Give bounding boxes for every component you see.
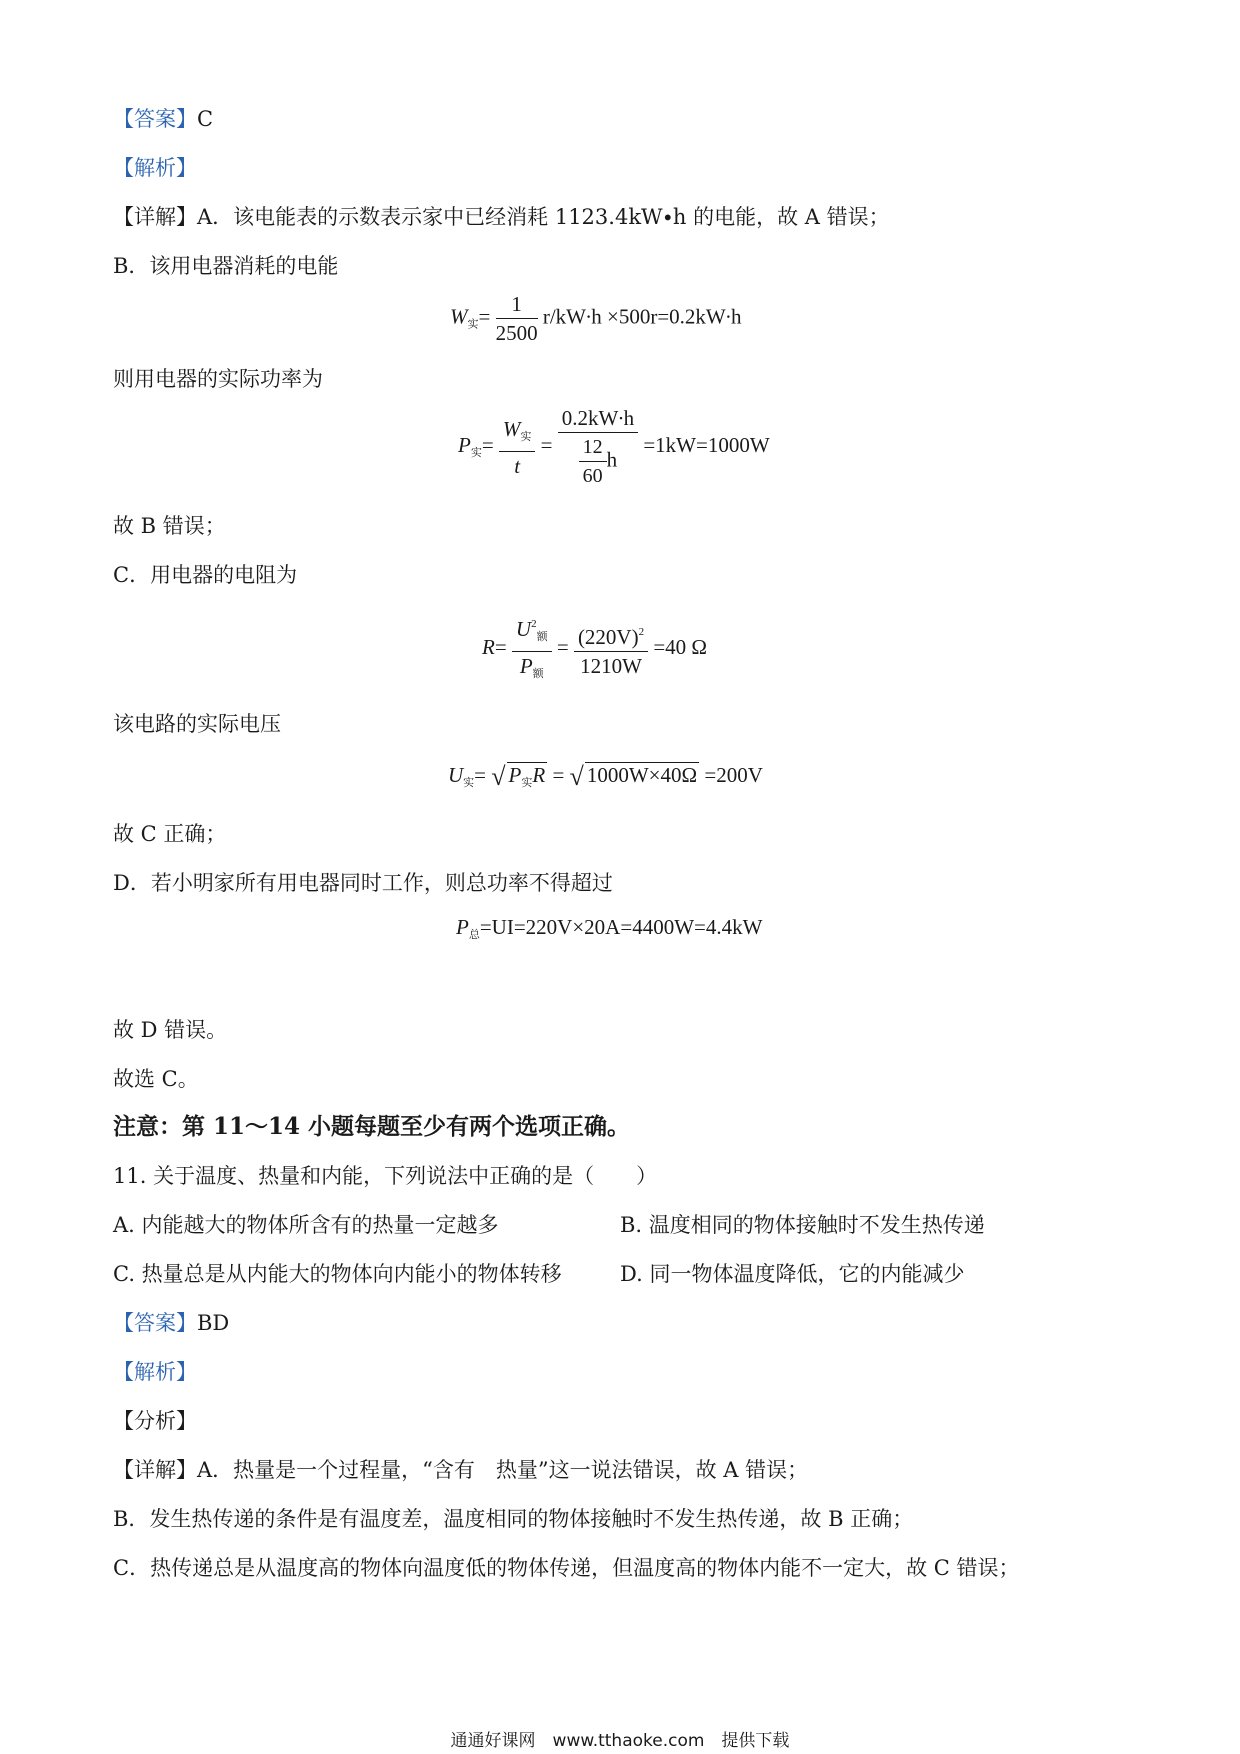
line-c-right: 故 C 正确； (113, 822, 227, 846)
page-footer: 通通好课网 www.tthaoke.com 提供下载 (450, 1731, 790, 1751)
q11-option-b: B. 温度相同的物体接触时不发生热传递 (620, 1213, 985, 1237)
line-choose: 故选 C。 (113, 1067, 199, 1091)
analysis-tag: 【解析】 (113, 156, 197, 180)
answer-tag: 【答案】 (113, 1311, 197, 1335)
equation-power: $P_实=$ $\frac{W_实}{t}$ = 0.2kW∙h $\frac{12}{60}$ h =1kW=1000W (458, 406, 770, 487)
radical-sign: √ (491, 762, 506, 791)
q11-detail-line-c: C．热传递总是从温度高的物体向温度低的物体传递，但温度高的物体内能不一定大，故 C 错误； (113, 1556, 1020, 1580)
detail-line-a (113, 202, 890, 232)
q11-option-c: C. 热量总是从内能大的物体向内能小的物体转移 (113, 1262, 562, 1286)
equation-resistance: R= $\frac{U^2_额}{P_额}$ = $\frac{(220V)^2}{1210W}$ =40 Ω (482, 610, 707, 688)
q11-answer-line (113, 1308, 229, 1338)
answer-line (113, 104, 213, 134)
fraction-1-2500: $\frac{1}{2500}$ (495, 292, 538, 345)
q11-detail-line-a: 【详解】A．热量是一个过程量，“含有 热量”这一说法错误，故 A 错误； (113, 1458, 809, 1482)
line-d: D．若小明家所有用电器同时工作，则总功率不得超过 (113, 871, 613, 895)
line-c: C．用电器的电阻为 (113, 563, 298, 587)
q11-analysis-tag: 【解析】 (113, 1360, 197, 1384)
detail-tag: 【详解】 (113, 205, 197, 229)
q11-option-a: A. 内能越大的物体所含有的热量一定越多 (113, 1213, 499, 1237)
q11-option-d: D. 同一物体温度降低，它的内能减少 (620, 1262, 965, 1286)
q11-fenxi-tag: 【分析】 (113, 1409, 197, 1433)
q11-stem: 11. 关于温度、热量和内能，下列说法中正确的是（ ） (113, 1164, 658, 1188)
answer-value: BD (197, 1311, 230, 1335)
line-voltage: 该电路的实际电压 (113, 712, 281, 736)
line-b-wrong: 故 B 错误； (113, 514, 226, 538)
answer-tag: 【答案】 (113, 107, 197, 131)
radical-sign: √ (569, 762, 584, 791)
detail-line-b: B．该用电器消耗的电能 (113, 254, 339, 278)
detail-tag: 【详解】 (113, 1458, 197, 1482)
answer-value: C (197, 107, 214, 131)
equation-voltage: $U_实=$ √ $P_实R$ = √ 1000W×40Ω =200V (448, 762, 763, 791)
detail-a-text: A．该电能表的示数表示家中已经消耗 1123.4kW∙h 的电能，故 A 错误； (197, 205, 890, 229)
equation-total-power: $P_总=UI=220V\times 20A=4400W=4.4kW$ (456, 915, 763, 941)
q11-detail-line-b: B．发生热传递的条件是有温度差，温度相同的物体接触时不发生热传递，故 B 正确； (113, 1507, 914, 1531)
equation-energy: $W_实=$ $\frac{1}{2500}$ r/kW∙h ×500r=0.2kW∙h (450, 292, 742, 345)
line-d-wrong: 故 D 错误。 (113, 1018, 228, 1042)
note-heading: 注意：第 11～14 小题每题至少有两个选项正确。 (113, 1113, 631, 1140)
line-power: 则用电器的实际功率为 (113, 367, 323, 391)
